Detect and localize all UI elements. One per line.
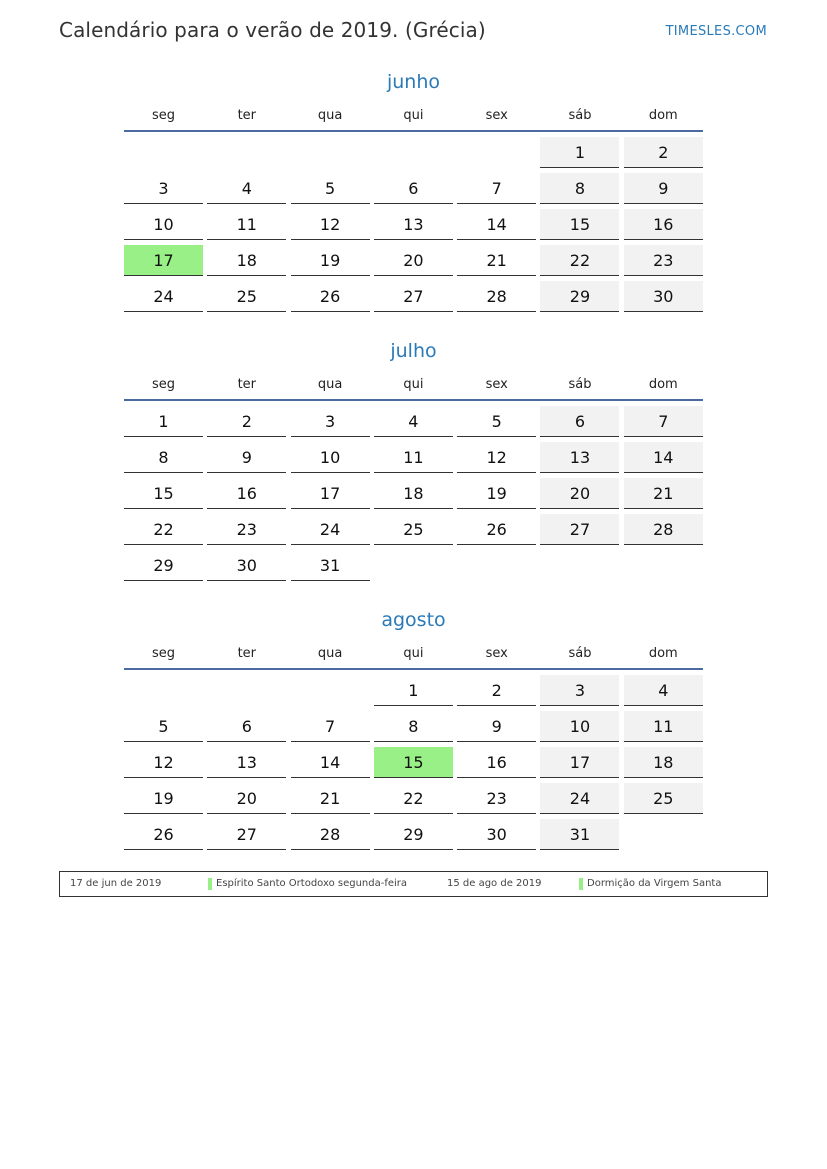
day-cell: 30: [457, 819, 536, 850]
holiday-color-marker: [208, 878, 212, 890]
brand-link[interactable]: TIMESLES.COM: [665, 24, 767, 39]
week-row: [124, 173, 703, 204]
day-cell: 21: [624, 478, 703, 509]
week-row: [124, 442, 703, 473]
week-row: [124, 711, 703, 742]
empty-cell: [124, 137, 203, 168]
day-cell: 1: [540, 137, 619, 168]
day-cell: 2: [207, 406, 286, 437]
weekday-label: sáb: [568, 646, 592, 661]
day-cell: 20: [374, 245, 453, 276]
day-cell: 2: [624, 137, 703, 168]
day-cell: 11: [374, 442, 453, 473]
day-cell: 20: [207, 783, 286, 814]
day-cell: 19: [124, 783, 203, 814]
day-cell: 17: [291, 478, 370, 509]
week-row: [124, 209, 703, 240]
week-row: [124, 281, 703, 312]
day-cell: 15: [124, 478, 203, 509]
header-divider: [124, 130, 703, 132]
weekday-label: seg: [151, 377, 176, 392]
weekday-label: qua: [317, 377, 343, 392]
day-cell: 29: [540, 281, 619, 312]
day-cell: 17: [124, 245, 203, 276]
empty-cell: [540, 550, 619, 581]
day-cell: 21: [291, 783, 370, 814]
day-cell: 10: [540, 711, 619, 742]
day-cell: 28: [624, 514, 703, 545]
day-cell: 20: [540, 478, 619, 509]
weekday-label: qui: [403, 377, 424, 392]
day-cell: 27: [207, 819, 286, 850]
legend-date-2: 15 de ago de 2019: [447, 878, 542, 889]
day-cell: 18: [374, 478, 453, 509]
weekday-label: qua: [317, 108, 343, 123]
day-cell: 31: [291, 550, 370, 581]
weekday-header: [124, 640, 703, 667]
day-cell: 25: [624, 783, 703, 814]
day-cell: 24: [540, 783, 619, 814]
day-cell: 14: [291, 747, 370, 778]
weekday-label: seg: [151, 646, 176, 661]
day-cell: 18: [207, 245, 286, 276]
day-cell: 5: [457, 406, 536, 437]
header-divider: [124, 399, 703, 401]
month-name: julho: [390, 340, 437, 362]
day-cell: 5: [124, 711, 203, 742]
week-row: [124, 747, 703, 778]
day-cell: 28: [291, 819, 370, 850]
weekday-header: [124, 371, 703, 398]
day-cell: 15: [540, 209, 619, 240]
day-cell: 7: [291, 711, 370, 742]
day-cell: 17: [540, 747, 619, 778]
day-cell: 18: [624, 747, 703, 778]
day-cell: 14: [624, 442, 703, 473]
day-cell: 9: [624, 173, 703, 204]
day-cell: 15: [374, 747, 453, 778]
empty-cell: [207, 675, 286, 706]
empty-cell: [291, 675, 370, 706]
header-divider: [124, 668, 703, 670]
weekday-label: ter: [237, 377, 257, 392]
day-cell: 11: [624, 711, 703, 742]
day-cell: 3: [124, 173, 203, 204]
day-cell: 26: [457, 514, 536, 545]
day-cell: 19: [457, 478, 536, 509]
day-cell: 6: [374, 173, 453, 204]
day-cell: 8: [540, 173, 619, 204]
weekday-label: sex: [485, 646, 508, 661]
month-2: [124, 606, 703, 850]
day-cell: 3: [291, 406, 370, 437]
day-cell: 24: [291, 514, 370, 545]
day-cell: 16: [457, 747, 536, 778]
empty-cell: [624, 550, 703, 581]
day-cell: 12: [124, 747, 203, 778]
day-cell: 6: [207, 711, 286, 742]
empty-cell: [207, 137, 286, 168]
holiday-legend: [59, 871, 768, 897]
week-row: [124, 245, 703, 276]
day-cell: 26: [291, 281, 370, 312]
day-cell: 1: [124, 406, 203, 437]
week-row: [124, 783, 703, 814]
day-cell: 30: [207, 550, 286, 581]
day-cell: 12: [457, 442, 536, 473]
day-cell: 12: [291, 209, 370, 240]
legend-name-2: Dormição da Virgem Santa: [587, 878, 722, 889]
day-cell: 23: [207, 514, 286, 545]
day-cell: 9: [457, 711, 536, 742]
day-cell: 30: [624, 281, 703, 312]
day-cell: 24: [124, 281, 203, 312]
empty-cell: [457, 137, 536, 168]
weekday-label: qua: [317, 646, 343, 661]
week-row: [124, 137, 703, 168]
empty-cell: [374, 137, 453, 168]
day-cell: 4: [207, 173, 286, 204]
holiday-color-marker: [579, 878, 583, 890]
day-cell: 5: [291, 173, 370, 204]
day-cell: 4: [374, 406, 453, 437]
day-cell: 22: [540, 245, 619, 276]
day-cell: 7: [624, 406, 703, 437]
weekday-label: sáb: [568, 377, 592, 392]
day-cell: 4: [624, 675, 703, 706]
day-cell: 8: [124, 442, 203, 473]
day-cell: 9: [207, 442, 286, 473]
empty-cell: [291, 137, 370, 168]
weekday-label: qui: [403, 108, 424, 123]
day-cell: 21: [457, 245, 536, 276]
day-cell: 29: [374, 819, 453, 850]
weekday-label: seg: [151, 108, 176, 123]
page-title: Calendário para o verão de 2019. (Grécia): [59, 18, 486, 42]
legend-name-1: Espírito Santo Ortodoxo segunda-feira: [216, 878, 408, 889]
day-cell: 31: [540, 819, 619, 850]
day-cell: 1: [374, 675, 453, 706]
weekday-label: sex: [485, 377, 508, 392]
day-cell: 27: [540, 514, 619, 545]
day-cell: 26: [124, 819, 203, 850]
empty-cell: [374, 550, 453, 581]
day-cell: 14: [457, 209, 536, 240]
day-cell: 13: [207, 747, 286, 778]
day-cell: 7: [457, 173, 536, 204]
day-cell: 23: [624, 245, 703, 276]
day-cell: 6: [540, 406, 619, 437]
day-cell: 10: [124, 209, 203, 240]
empty-cell: [624, 819, 703, 850]
month-0: [124, 68, 703, 312]
day-cell: 13: [374, 209, 453, 240]
weekday-label: qui: [403, 646, 424, 661]
legend-date-1: 17 de jun de 2019: [70, 878, 162, 889]
day-cell: 13: [540, 442, 619, 473]
month-1: [124, 337, 703, 581]
weekday-label: sáb: [568, 108, 592, 123]
weekday-label: dom: [648, 108, 678, 123]
day-cell: 22: [124, 514, 203, 545]
empty-cell: [457, 550, 536, 581]
weekday-label: ter: [237, 108, 257, 123]
day-cell: 23: [457, 783, 536, 814]
day-cell: 3: [540, 675, 619, 706]
weekday-label: dom: [648, 377, 678, 392]
weekday-label: sex: [485, 108, 508, 123]
day-cell: 25: [207, 281, 286, 312]
day-cell: 2: [457, 675, 536, 706]
weekday-header: [124, 102, 703, 129]
day-cell: 16: [207, 478, 286, 509]
week-row: [124, 819, 703, 850]
week-row: [124, 478, 703, 509]
week-row: [124, 550, 703, 581]
weekday-label: dom: [648, 646, 678, 661]
week-row: [124, 675, 703, 706]
month-name: junho: [386, 71, 441, 93]
day-cell: 16: [624, 209, 703, 240]
day-cell: 10: [291, 442, 370, 473]
day-cell: 19: [291, 245, 370, 276]
month-name: agosto: [381, 609, 446, 631]
weekday-label: ter: [237, 646, 257, 661]
day-cell: 27: [374, 281, 453, 312]
week-row: [124, 514, 703, 545]
day-cell: 22: [374, 783, 453, 814]
day-cell: 11: [207, 209, 286, 240]
week-row: [124, 406, 703, 437]
day-cell: 8: [374, 711, 453, 742]
day-cell: 29: [124, 550, 203, 581]
empty-cell: [124, 675, 203, 706]
day-cell: 25: [374, 514, 453, 545]
day-cell: 28: [457, 281, 536, 312]
